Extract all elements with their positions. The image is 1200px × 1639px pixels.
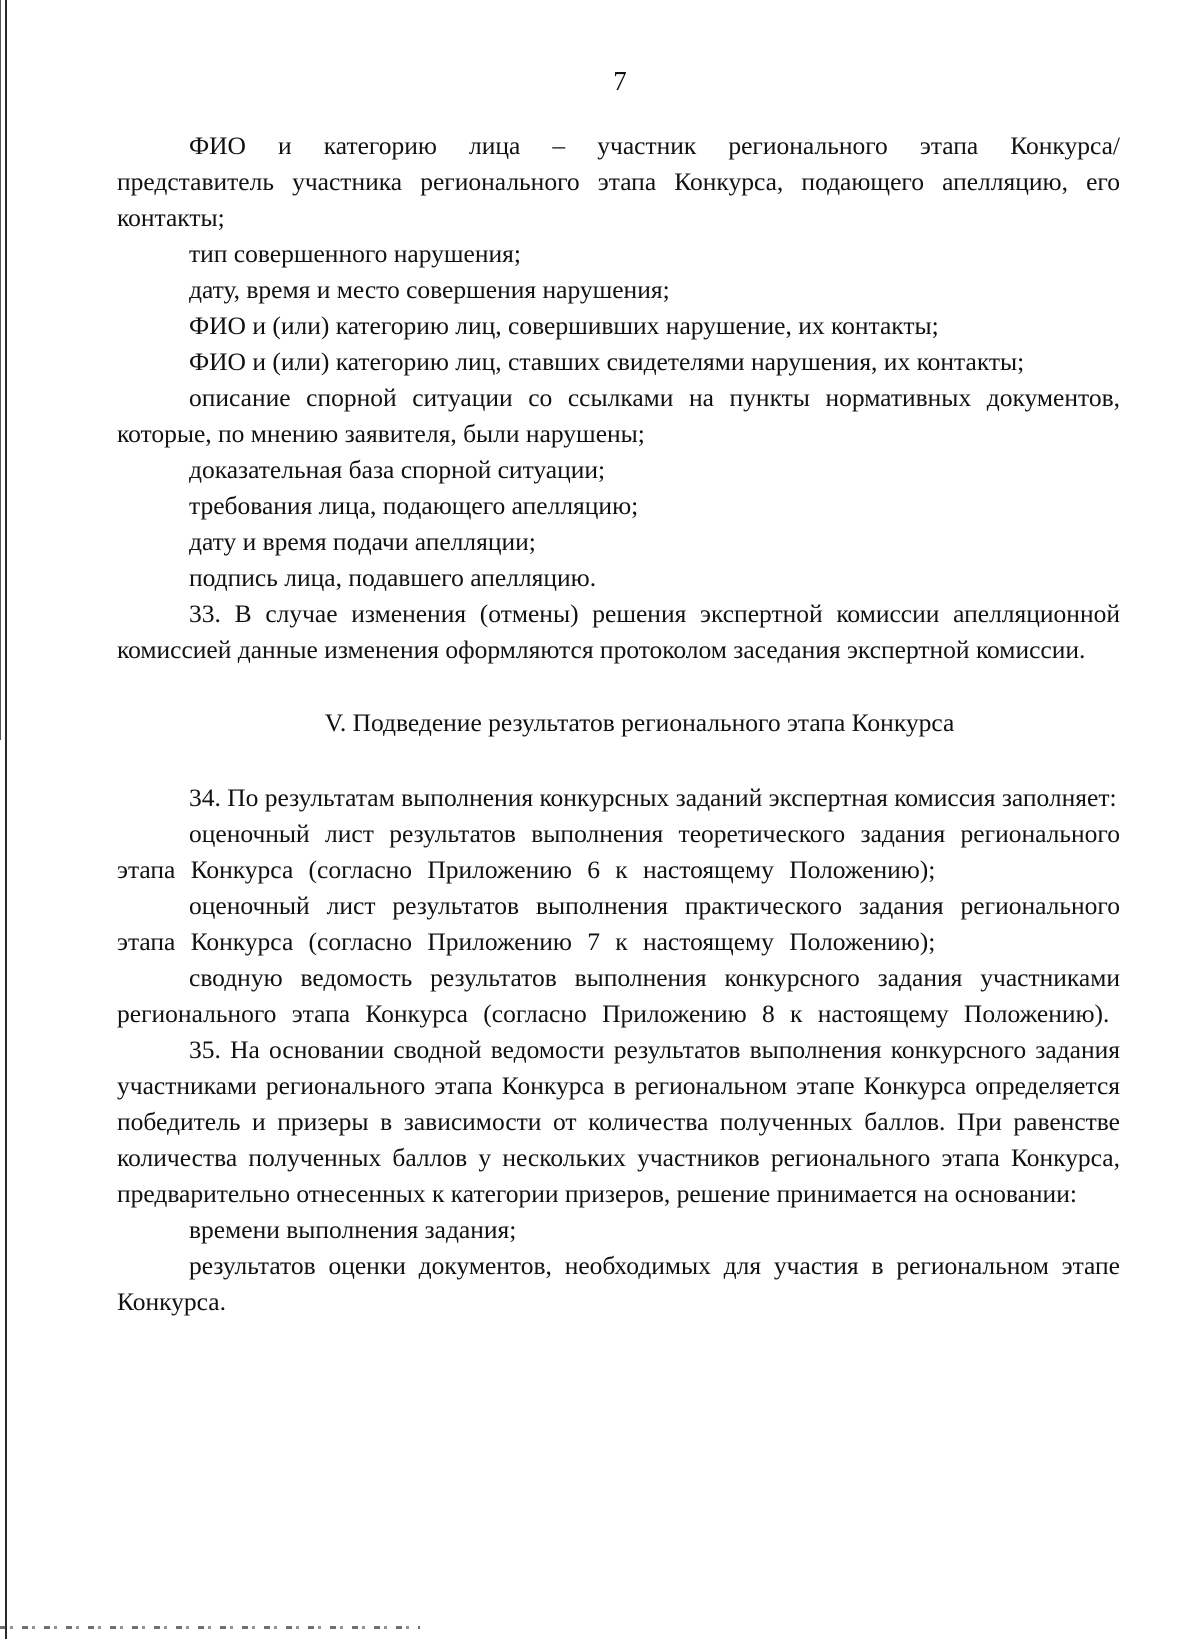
paragraph: 33. В случае изменения (отмены) решения экспертной комиссии апелляционной комиссией данные изменения оформляются протоколом заседания экспертной комиссии. <box>117 599 1120 664</box>
paragraph: 34. По результатам выполнения конкурсных заданий экспертная комиссия заполняет: <box>189 783 1117 812</box>
scan-artifact <box>0 1626 420 1629</box>
page-number: 7 <box>613 66 627 96</box>
paragraph: ФИО и (или) категорию лиц, ставших свидетелями нарушения, их контакты; <box>189 347 1025 376</box>
paragraph: сводную ведомость результатов выполнения конкурсного задания участниками регионального этапа Конкурса (согласно Приложению 8 к настоящему Положению). <box>117 963 1120 1028</box>
paragraph: ФИО и категорию лица – участник регионального этапа Конкурса/представитель участника регионального этапа Конкурса, подающего апелляцию, его контакты; <box>117 131 1120 232</box>
scan-edge-secondary <box>0 0 1 740</box>
scan-edge <box>5 0 7 1639</box>
paragraph: требования лица, подающего апелляцию; <box>189 491 639 520</box>
paragraph: ФИО и (или) категорию лиц, совершивших нарушение, их контакты; <box>189 311 939 340</box>
paragraph: тип совершенного нарушения; <box>189 239 521 268</box>
paragraph: 35. На основании сводной ведомости результатов выполнения конкурсного задания участниками регионального этапа Конкурса в региональном этапе Конкурса определяется победитель и призеры в зависимости от количества полученных баллов. При равенстве количества полученных баллов у нескольких участников регионального этапа Конкурса, предварительно отнесенных к категории призеров, решение принимается на основании: <box>117 1035 1120 1208</box>
paragraph: оценочный лист результатов выполнения практического задания регионального этапа Конкурса (согласно Приложению 7 к настоящему Положению); <box>117 891 1120 956</box>
paragraph: оценочный лист результатов выполнения теоретического задания регионального этапа Конкурса (согласно Приложению 6 к настоящему Положению); <box>117 819 1120 884</box>
paragraph: описание спорной ситуации со ссылками на пункты нормативных документов, которые, по мнению заявителя, были нарушены; <box>117 383 1120 448</box>
paragraph: дату и время подачи апелляции; <box>189 527 536 556</box>
paragraph: результатов оценки документов, необходимых для участия в региональном этапе Конкурса. <box>117 1251 1120 1316</box>
paragraph: подпись лица, подавшего апелляцию. <box>189 563 597 592</box>
paragraph: времени выполнения задания; <box>189 1215 517 1244</box>
paragraph: доказательная база спорной ситуации; <box>189 455 606 484</box>
paragraph: дату, время и место совершения нарушения; <box>189 275 670 304</box>
section-heading: V. Подведение результатов регионального этапа Конкурса <box>324 708 955 737</box>
document-body <box>117 128 1120 1320</box>
